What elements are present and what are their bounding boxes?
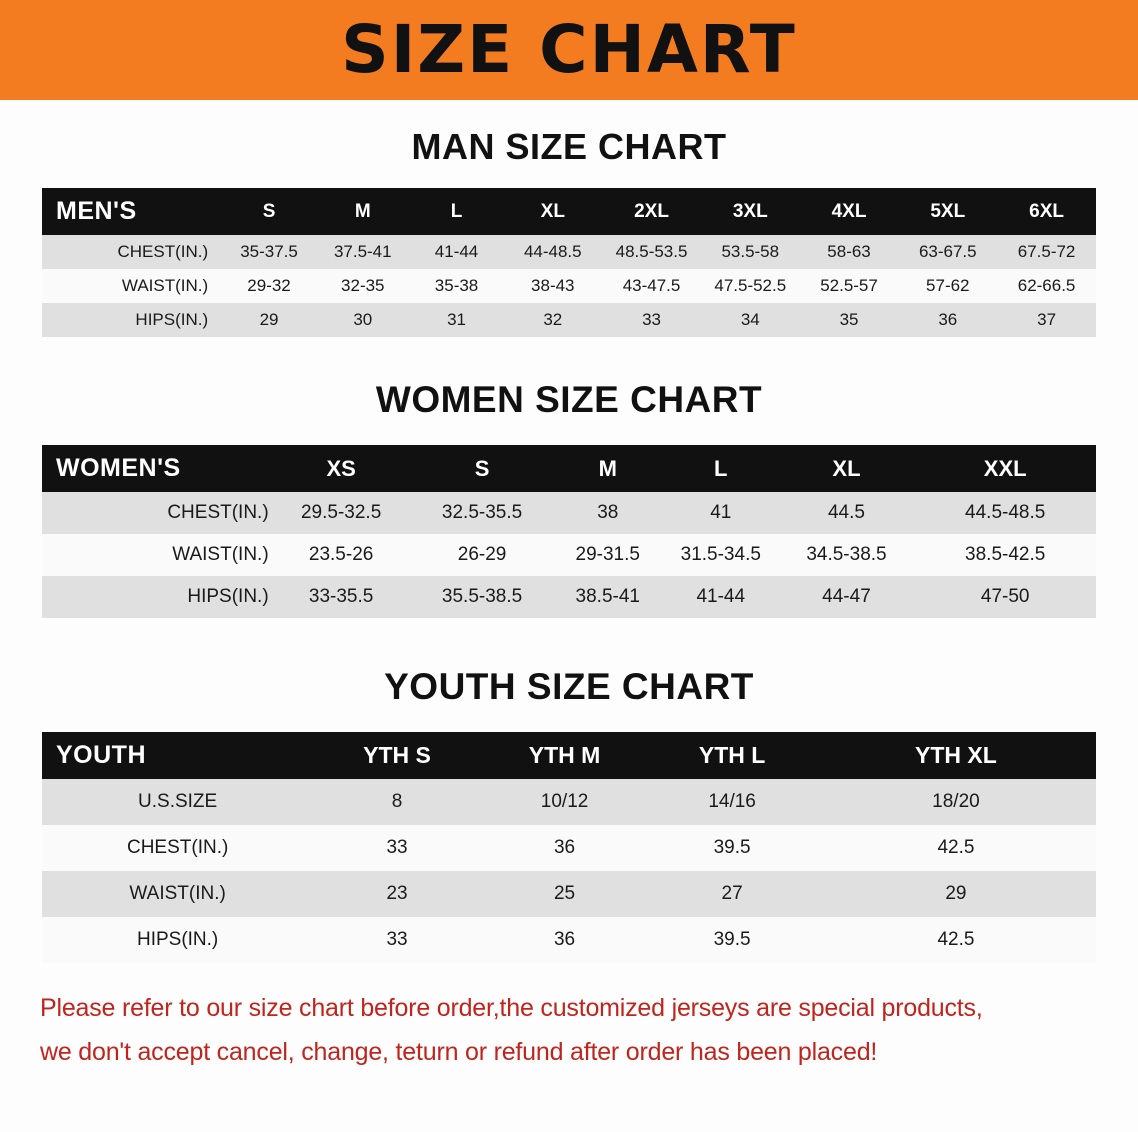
table-header-row	[42, 732, 1096, 779]
man-hips-l: 31	[410, 303, 504, 337]
man-chest-m: 37.5-41	[316, 235, 410, 269]
man-chest-3xl: 53.5-58	[701, 235, 800, 269]
banner	[0, 0, 1138, 100]
youth-hips-m: 36	[481, 917, 649, 963]
women-hips-s: 35.5-38.5	[412, 576, 553, 618]
man-waist-5xl: 57-62	[898, 269, 997, 303]
women-chest-xxl: 44.5-48.5	[914, 492, 1096, 534]
women-hips-xs: 33-35.5	[271, 576, 412, 618]
youth-row-label-hips: HIPS(IN.)	[42, 917, 313, 963]
youth-ussize-l: 14/16	[648, 779, 816, 825]
women-header-rowlabel: WOMEN'S	[56, 454, 181, 482]
man-waist-xl: 38-43	[503, 269, 602, 303]
man-header-5xl: 5XL	[930, 200, 966, 222]
table-row	[42, 825, 1096, 871]
man-row-label-hips: HIPS(IN.)	[42, 303, 222, 337]
youth-row-label-chest: CHEST(IN.)	[42, 825, 313, 871]
man-waist-2xl: 43-47.5	[602, 269, 701, 303]
table-row	[42, 235, 1096, 269]
table-row	[42, 492, 1096, 534]
table-row	[42, 779, 1096, 825]
man-waist-6xl: 62-66.5	[997, 269, 1096, 303]
man-header-3xl: 3XL	[732, 200, 768, 222]
man-hips-xl: 32	[503, 303, 602, 337]
women-waist-xl: 34.5-38.5	[779, 534, 915, 576]
table-row	[42, 917, 1096, 963]
man-waist-m: 32-35	[316, 269, 410, 303]
man-header-4xl: 4XL	[831, 200, 867, 222]
man-table-wrap	[42, 188, 1096, 337]
youth-table-head	[42, 732, 1096, 779]
man-table-head	[42, 188, 1096, 235]
man-chest-5xl: 63-67.5	[898, 235, 997, 269]
man-header-s: S	[262, 200, 276, 222]
man-waist-l: 35-38	[410, 269, 504, 303]
youth-ussize-s: 8	[313, 779, 481, 825]
man-chest-l: 41-44	[410, 235, 504, 269]
disclaimer-note	[40, 987, 1098, 1075]
youth-chest-m: 36	[481, 825, 649, 871]
table-row	[42, 576, 1096, 618]
women-header-xs: XS	[326, 455, 356, 481]
disclaimer-line-2: we don't accept cancel, change, teturn or refund after order has been placed!	[40, 1037, 878, 1066]
man-chest-6xl: 67.5-72	[997, 235, 1096, 269]
women-chest-xs: 29.5-32.5	[271, 492, 412, 534]
women-waist-xs: 23.5-26	[271, 534, 412, 576]
women-waist-xxl: 38.5-42.5	[914, 534, 1096, 576]
women-waist-l: 31.5-34.5	[663, 534, 779, 576]
man-header-6xl: 6XL	[1029, 200, 1064, 222]
women-chest-m: 38	[553, 492, 663, 534]
man-hips-5xl: 36	[898, 303, 997, 337]
youth-ussize-m: 10/12	[481, 779, 649, 825]
women-waist-s: 26-29	[412, 534, 553, 576]
women-row-label-waist: WAIST(IN.)	[42, 534, 271, 576]
youth-hips-l: 39.5	[648, 917, 816, 963]
man-hips-4xl: 35	[800, 303, 899, 337]
man-row-label-chest: CHEST(IN.)	[42, 235, 222, 269]
man-hips-2xl: 33	[602, 303, 701, 337]
disclaimer-line-1: Please refer to our size chart before order,the customized jerseys are special products,	[40, 994, 983, 1022]
table-row	[42, 534, 1096, 576]
women-hips-xl: 44-47	[779, 576, 915, 618]
women-header-xl: XL	[832, 455, 861, 481]
women-header-s: S	[474, 455, 490, 481]
table-row	[42, 269, 1096, 303]
women-size-table	[42, 445, 1096, 618]
women-chest-s: 32.5-35.5	[412, 492, 553, 534]
women-hips-xxl: 47-50	[914, 576, 1096, 618]
man-hips-s: 29	[222, 303, 316, 337]
man-chest-4xl: 58-63	[800, 235, 899, 269]
youth-table-body	[42, 779, 1096, 963]
youth-header-xl: YTH XL	[915, 742, 997, 768]
youth-waist-m: 25	[481, 871, 649, 917]
youth-header-s: YTH S	[363, 742, 431, 768]
youth-header-rowlabel: YOUTH	[56, 741, 146, 769]
women-header-l: L	[714, 455, 728, 481]
man-header-m: M	[354, 200, 371, 222]
women-table-head	[42, 445, 1096, 492]
youth-chest-s: 33	[313, 825, 481, 871]
women-chest-l: 41	[663, 492, 779, 534]
man-chest-s: 35-37.5	[222, 235, 316, 269]
youth-hips-xl: 42.5	[816, 917, 1096, 963]
table-header-row	[42, 445, 1096, 492]
table-row	[42, 303, 1096, 337]
page-title: SIZE CHART	[341, 11, 797, 88]
man-hips-6xl: 37	[997, 303, 1096, 337]
women-section-heading: WOMEN SIZE CHART	[375, 379, 763, 420]
table-row	[42, 871, 1096, 917]
youth-ussize-xl: 18/20	[816, 779, 1096, 825]
man-hips-3xl: 34	[701, 303, 800, 337]
youth-chest-l: 39.5	[648, 825, 816, 871]
youth-table-wrap	[42, 732, 1096, 963]
women-row-label-chest: CHEST(IN.)	[42, 492, 271, 534]
women-chest-xl: 44.5	[779, 492, 915, 534]
women-header-xxl: XXL	[983, 455, 1027, 481]
man-table-body	[42, 235, 1096, 337]
man-header-xl: XL	[540, 200, 565, 222]
youth-waist-l: 27	[648, 871, 816, 917]
man-header-rowlabel: MEN'S	[56, 197, 137, 225]
man-hips-m: 30	[316, 303, 410, 337]
women-table-wrap	[42, 445, 1096, 618]
man-waist-4xl: 52.5-57	[800, 269, 899, 303]
women-header-m: M	[598, 455, 617, 481]
youth-section-heading: YOUTH SIZE CHART	[384, 666, 754, 707]
man-waist-s: 29-32	[222, 269, 316, 303]
man-waist-3xl: 47.5-52.5	[701, 269, 800, 303]
man-header-2xl: 2XL	[634, 200, 669, 222]
women-hips-m: 38.5-41	[553, 576, 663, 618]
table-header-row	[42, 188, 1096, 235]
man-chest-xl: 44-48.5	[503, 235, 602, 269]
women-waist-m: 29-31.5	[553, 534, 663, 576]
youth-size-table	[42, 732, 1096, 963]
youth-waist-xl: 29	[816, 871, 1096, 917]
youth-header-m: YTH M	[528, 742, 601, 768]
man-size-table	[42, 188, 1096, 337]
youth-header-l: YTH L	[698, 742, 766, 768]
man-header-l: L	[450, 200, 463, 222]
women-table-body	[42, 492, 1096, 618]
youth-waist-s: 23	[313, 871, 481, 917]
man-section-heading: MAN SIZE CHART	[411, 126, 727, 167]
youth-row-label-ussize: U.S.SIZE	[42, 779, 313, 825]
youth-hips-s: 33	[313, 917, 481, 963]
youth-chest-xl: 42.5	[816, 825, 1096, 871]
women-row-label-hips: HIPS(IN.)	[42, 576, 271, 618]
man-row-label-waist: WAIST(IN.)	[42, 269, 222, 303]
youth-row-label-waist: WAIST(IN.)	[42, 871, 313, 917]
women-hips-l: 41-44	[663, 576, 779, 618]
man-chest-2xl: 48.5-53.5	[602, 235, 701, 269]
